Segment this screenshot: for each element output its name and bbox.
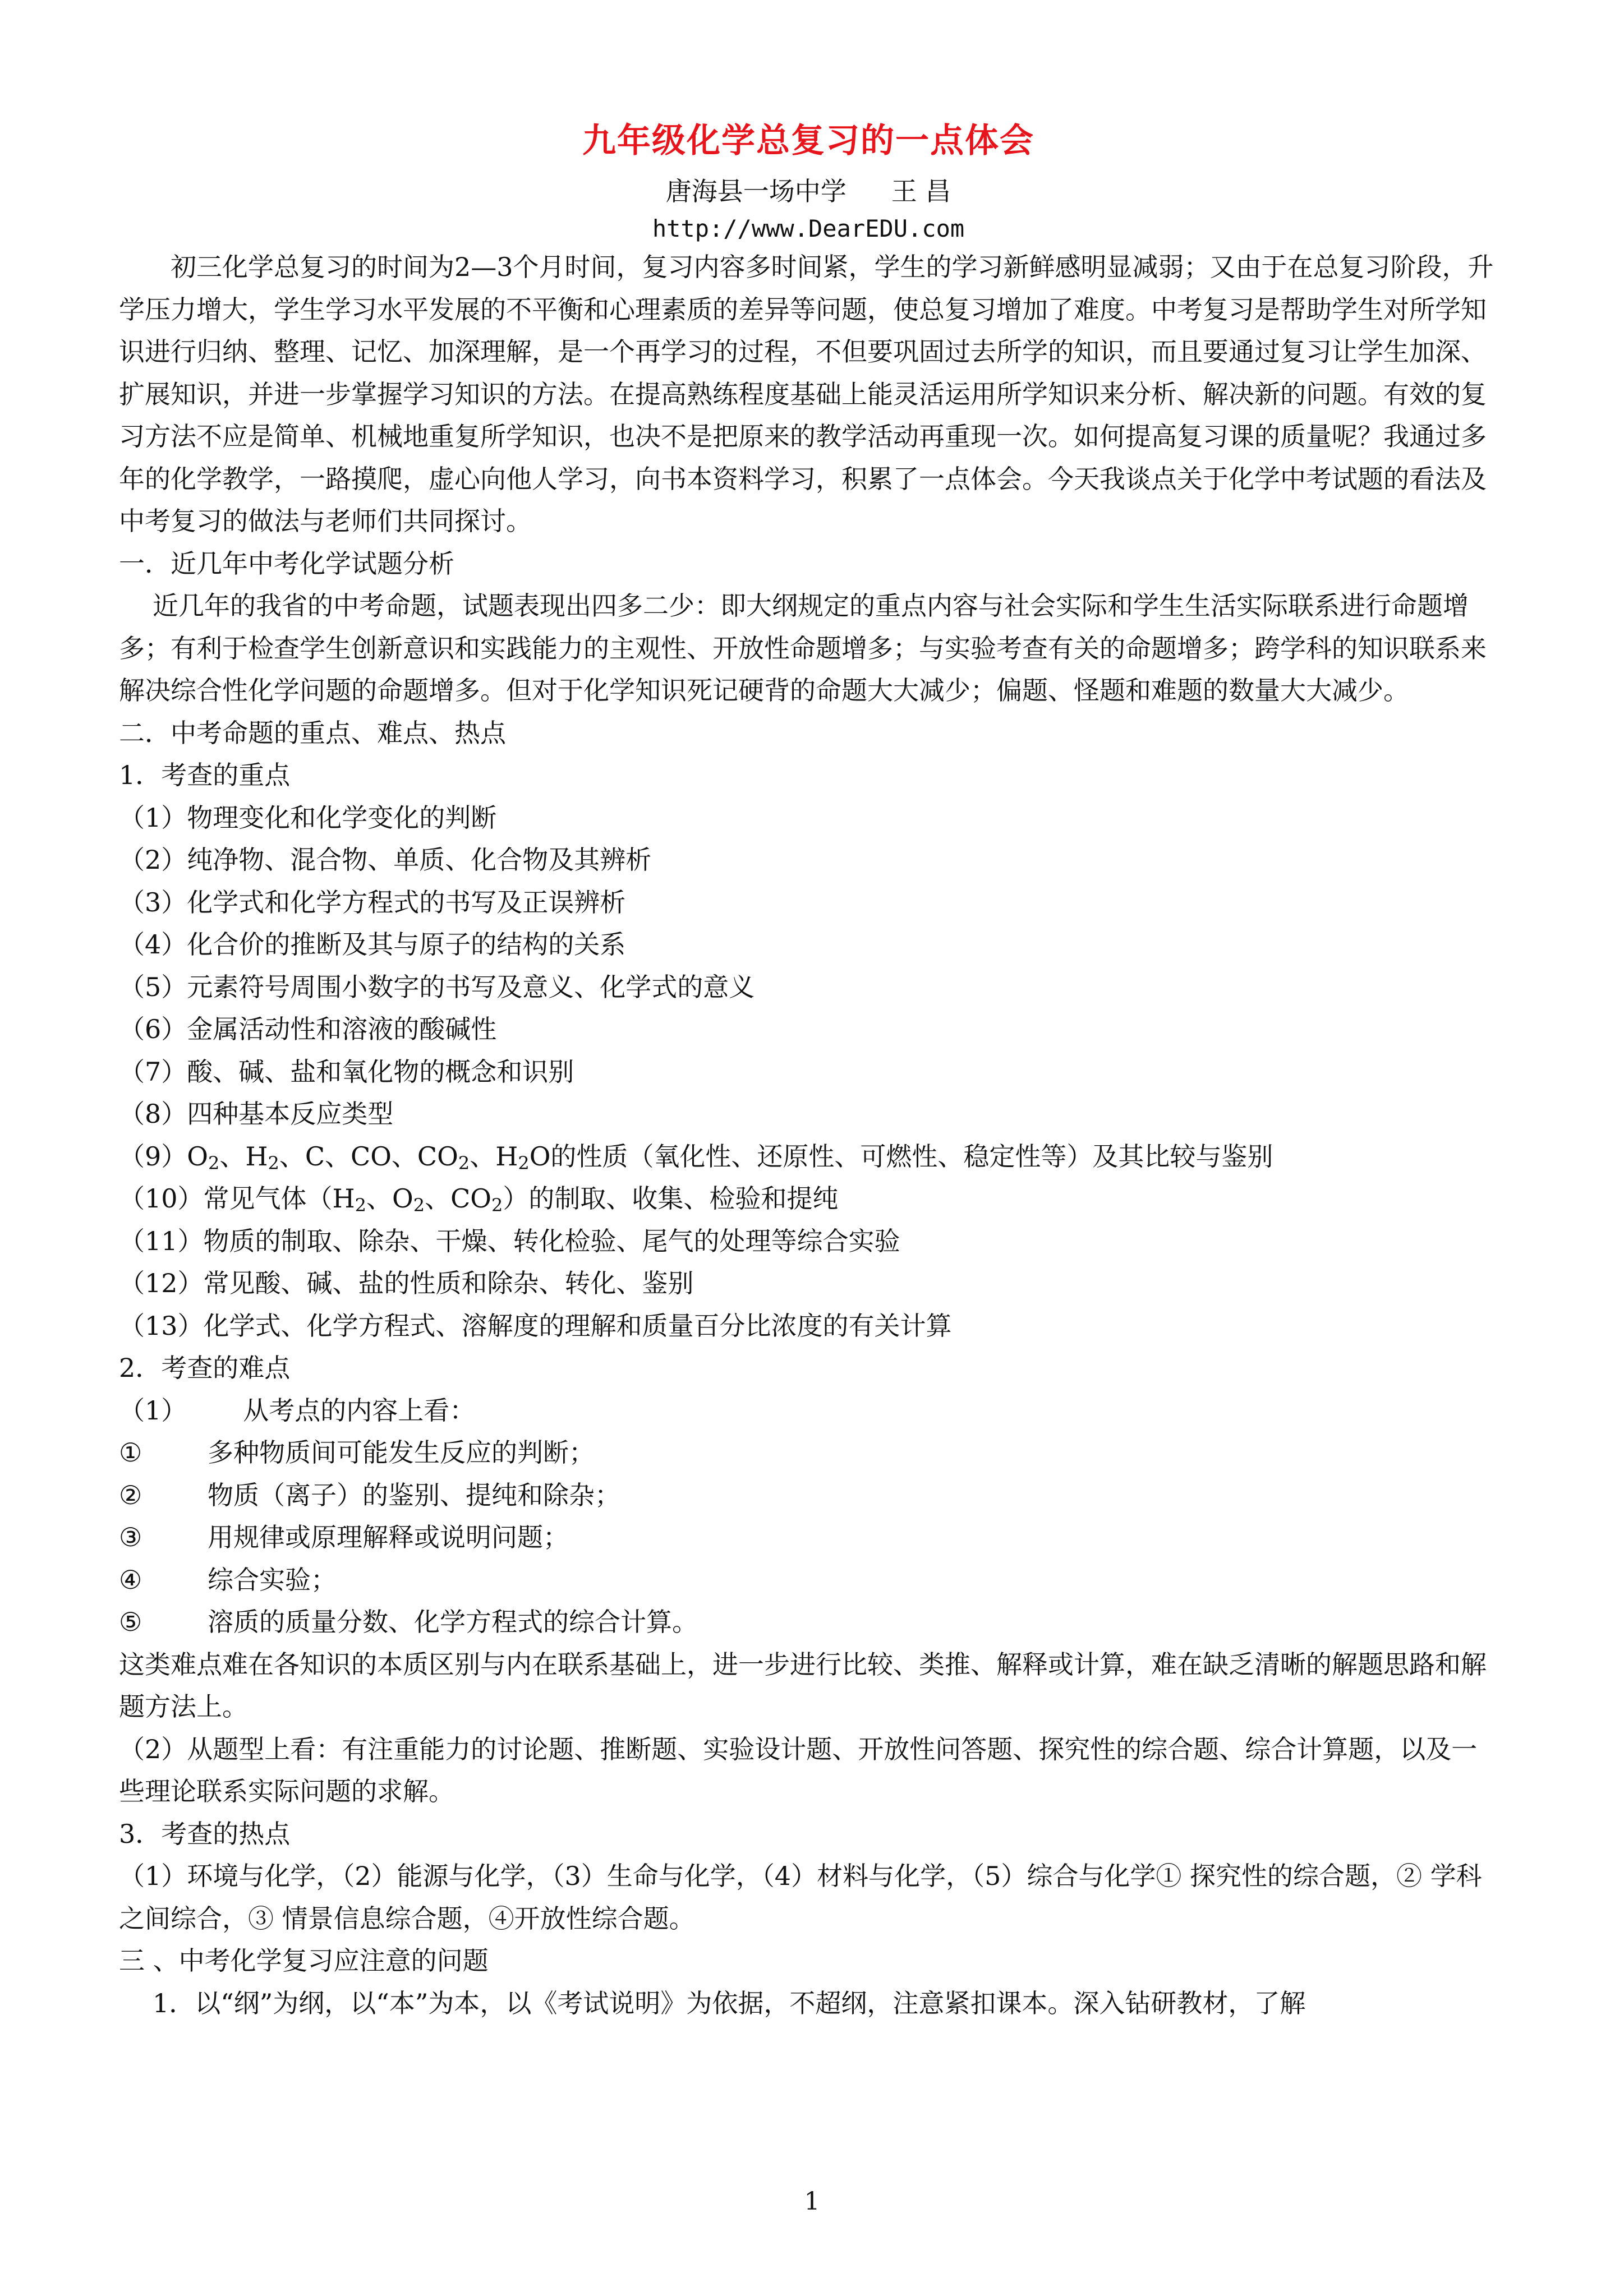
difficulty-item: ② 物质（离子）的鉴别、提纯和除杂； — [119, 1479, 620, 1510]
focus-item: （13）化学式、化学方程式、溶解度的理解和质量百分比浓度的有关计算 — [119, 1310, 952, 1341]
author-school: 唐海县一场中学 — [665, 176, 846, 206]
section1-heading: 一．近几年中考化学试题分析 — [119, 548, 454, 579]
difficulty-item: ① 多种物质间可能发生反应的判断； — [119, 1437, 595, 1468]
author-line — [119, 171, 1498, 211]
intro-paragraph: 初三化学总复习的时间为2—3个月时间，复习内容多时间紧，学生的学习新鲜感明显减弱；又由于在总复习阶段，升学压力增大，学生学习水平发展的不平衡和心理素质的差异等问题，使总复习增加了难度。中考复习是帮助学生对所学知识进行归纳、整理、记忆、加深理解，是一个再学习的过程，不但要巩固过去所学的知识，而且要通过复习让学生加深、扩展知识，并进一步掌握学习知识的方法。在提高熟练程度基础上能灵活运用所学知识来分析、解决新的问题。有效的复习方法不应是简单、机械地重复所学知识，也决不是把原来的教学活动再重现一次。如何提高复习课的质量呢？我通过多年的化学教学，一路摸爬，虚心向他人学习，向书本资料学习，积累了一点体会。今天我谈点关于化学中考试题的看法及中考复习的做法与老师们共同探讨。 — [119, 252, 1494, 536]
difficulty-item: ⑤ 溶质的质量分数、化学方程式的综合计算。 — [119, 1607, 698, 1637]
section3-first-line: 1．以“纲”为纲，以“本”为本，以《考试说明》为依据，不超纲，注意紧扣课本。深入钻研教材，了解 — [153, 1988, 1306, 2018]
difficulty-summary: 这类难点难在各知识的本质区别与内在联系基础上，进一步进行比较、类推、解释或计算，难在缺乏清晰的解题思路和解题方法上。 — [119, 1649, 1487, 1722]
focus-item: （1）物理变化和化学变化的判断 — [119, 802, 497, 833]
section1-body: 近几年的我省的中考命题，试题表现出四多二少：即大纲规定的重点内容与社会实际和学生生活实际联系进行命题增多；有利于检查学生创新意识和实践能力的主观性、开放性命题增多；与实验考查有关的命题增多；跨学科的知识联系来解决综合性化学问题的命题增多。但对于化学知识死记硬背的命题大大减少；偏题、怪题和难题的数量大大减少。 — [119, 591, 1487, 706]
difficulty-heading: 2．考查的难点 — [119, 1353, 291, 1383]
focus-item: （7）酸、碱、盐和氧化物的概念和识别 — [119, 1056, 574, 1087]
focus-item: （11）物质的制取、除杂、干燥、转化检验、尾气的处理等综合实验 — [119, 1225, 900, 1256]
section2-heading: 二．中考命题的重点、难点、热点 — [119, 717, 506, 748]
difficulty-sub2: （2）从题型上看：有注重能力的讨论题、推断题、实验设计题、开放性问答题、探究性的综合题、综合计算题，以及一些理论联系实际问题的求解。 — [119, 1733, 1478, 1806]
page-number: 1 — [804, 2187, 820, 2216]
document-title: 九年级化学总复习的一点体会 — [582, 121, 1034, 160]
difficulty-item: ③ 用规律或原理解释或说明问题； — [119, 1522, 569, 1552]
focus-item: （8）四种基本反应类型 — [119, 1099, 394, 1129]
focus-item-9: $(9)O_2$、$H_2$、C、CO、$CO_2$、$H_2O$的性质（氧化性、还原性、可燃性、稳定性等）及其比较与鉴别 — [119, 1141, 1273, 1174]
hotspot-heading: 3．考查的热点 — [119, 1818, 291, 1849]
section3-heading: 三 、中考化学复习应注意的问题 — [119, 1945, 489, 1976]
source-url[interactable]: http://www.DearEDU.com — [652, 215, 965, 242]
hotspot-body: （1）环境与化学，（2）能源与化学，（3）生命与化学，（4）材料与化学，（5）综合与化学① 探究性的综合题，② 学科之间综合，③ 情景信息综合题，④开放性综合题。 — [119, 1861, 1482, 1934]
difficulty-sub1: （1） 从考点的内容上看： — [119, 1395, 476, 1426]
focus-item: （6）金属活动性和溶液的酸碱性 — [119, 1014, 497, 1044]
focus-item: （12）常见酸、碱、盐的性质和除杂、转化、鉴别 — [119, 1268, 694, 1298]
author-name: 王 昌 — [891, 176, 951, 206]
focus-heading: 1．考查的重点 — [119, 760, 291, 790]
focus-item: （4）化合价的推断及其与原子的结构的关系 — [119, 929, 626, 960]
focus-item: （2）纯净物、混合物、单质、化合物及其辨析 — [119, 845, 652, 875]
focus-item: （5）元素符号周围小数字的书写及意义、化学式的意义 — [119, 971, 755, 1002]
focus-item-10: （10）常见气体（$H_2$、$O_2$、$CO_2$）的制取、收集、检验和提纯 — [119, 1183, 839, 1216]
focus-item: （3）化学式和化学方程式的书写及正误辨析 — [119, 887, 626, 918]
difficulty-item: ④ 综合实验； — [119, 1564, 337, 1595]
